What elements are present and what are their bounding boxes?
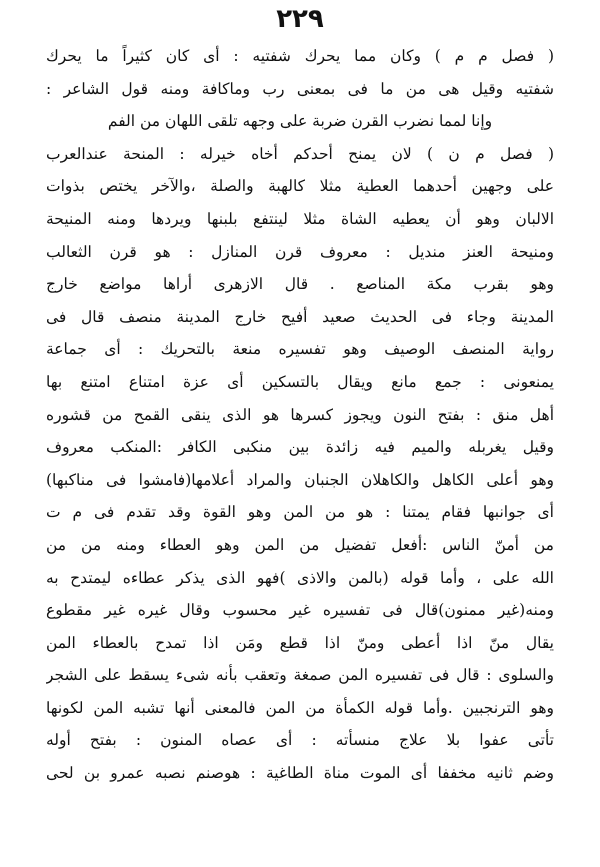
- text-line: ومنيحة العنز منديل : معروف قرن المنازل : هو قرن الثعالب: [46, 242, 554, 261]
- body-text: [46, 40, 554, 790]
- text-line: أهل منق : بفتح النون ويجوز كسرها هو الذى ينقى القمح من قشوره: [46, 405, 554, 424]
- text-line: والسلوى : قال فى تفسيره المن صمغة وتعقب بأنه شىء يسقط على الشجر: [46, 666, 554, 685]
- text-line: يقال منّ اذا أعطى ومنّ اذا قطع ومَن اذا تمدح بالعطاء المن: [46, 633, 554, 652]
- text-line: ( فصل م ن ) لان يمنح أحدكم أخاه خيرله : المنحة عندالعرب: [46, 144, 554, 163]
- text-line: المدينة وجاء فى الحديث صعيد أفيح خارج المدينة منصف قال فى: [46, 307, 554, 326]
- text-line: ( فصل م م ) وكان مما يحرك شفتيه : أى كان كثيراً ما يحرك: [46, 47, 554, 65]
- text-line: الالبان وهو أن يعطيه الشاة مثلا لينتفع بلبنها ويردها ومنه المنيحة: [46, 209, 554, 228]
- text-line: على وجهين أحدهما العطية مثلا كالهبة والصلة ،والآخر يختص بذوات: [46, 177, 554, 196]
- page-number: ٢٢٩: [276, 4, 324, 34]
- text-line: تأتى عفوا بلا علاج منسأته : أى عصاه المنون : بفتح أوله: [46, 731, 554, 750]
- text-line: وقيل يغربله والميم فيه زائدة بين منكبى الكافر :المنكب معروف: [46, 438, 554, 457]
- text-line: الله على ، وأما قوله (بالمن والاذى )فهو الذى يذكر عطاءه ليمتدح به: [46, 568, 554, 587]
- text-line: وهو الترنجبين .وأما قوله الكمأة من المن فالمعنى أنها تشبه المن لكونها: [46, 698, 554, 717]
- poetry-verse-line: وإنا لمما نضرب القرن ضربة على وجهه تلقى اللهان من الفم: [107, 112, 493, 131]
- text-line: من أمنّ الناس :أفعل تفضيل من المن وهو العطاء ومنه من من: [46, 535, 554, 554]
- text-line: شفتيه وقيل هى من ما فى بمعنى رب وماكافة ومنه قول الشاعر :: [46, 79, 554, 98]
- text-line: ومنه(غير ممنون)قال فى تفسيره غير محسوب وقال غيره غير مقطوع: [46, 601, 554, 620]
- text-line: وهو أعلى الكاهل والكاهلان الجنبان والمراد أعلامها(فامشوا فى مناكبها): [46, 470, 554, 489]
- text-line: رواية المنصف الوصيف وهو تفسيره منعة بالتحريك : أى جماعة: [46, 340, 554, 359]
- text-line: وضم ثانيه مخففا أى الموت مناة الطاغية : هوصنم نصبه عمرو بن لحى: [46, 764, 554, 783]
- text-line: وهو بقرب مكة المناصع . قال الازهرى أراها مواضع خارج: [46, 275, 554, 294]
- text-line: أى جوانبها فقام يمتنا : هو من المن وهو القوة وقد تقدم فى م ت: [46, 503, 554, 522]
- text-line: يمنعونى : جمع مانع ويقال بالتسكين أى عزة امتناع امتنع بها: [46, 372, 554, 391]
